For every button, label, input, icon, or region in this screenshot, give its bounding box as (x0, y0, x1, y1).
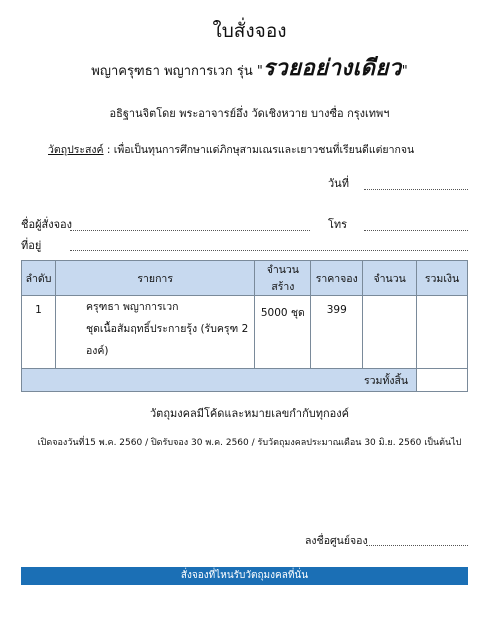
col-header-qty: จำนวน (363, 261, 417, 296)
purpose-text: : เพื่อเป็นทุนการศึกษาแด่ภิกษุสามเณรและเยาวชนที่เรียนดีแต่ยากจน (103, 144, 415, 156)
phone-label: โทร (328, 218, 348, 231)
row-item (55, 296, 254, 369)
col-header-total: รวมเงิน (417, 261, 468, 296)
footer-banner: สั่งจองที่ไหนรับวัตถุมงคลที่นั่น (21, 567, 468, 585)
note-dates: เปิดจองวันที่15 พ.ค. 2560 / ปิดรับจอง 30 พ.ค. 2560 / รับวัตถุมงคลประมาณเดือน 30 มิ.ย. 2560 เป็นต้นไป (37, 438, 462, 448)
order-table (21, 260, 468, 392)
col-header-price: ราคาจอง (311, 261, 363, 296)
row-total-input[interactable] (417, 296, 468, 369)
date-field[interactable] (364, 189, 468, 190)
purpose-label: วัตถุประสงค์ (48, 144, 104, 156)
table-header-row (22, 261, 468, 296)
document-title: ใบสั่งจอง (212, 20, 287, 42)
item-desc: ชุดเนื้อสัมฤทธิ์ประกายรุ้ง (รับครุฑ 2 องค์) (85, 323, 249, 357)
phone-field[interactable] (364, 230, 468, 231)
col-header-created: จำนวนสร้าง (255, 261, 311, 296)
date-label: วันที่ (328, 177, 349, 190)
item-name: ครุฑธา พญาการเวก (85, 301, 179, 313)
row-created: 5000 ชุด (255, 296, 311, 369)
col-header-item: รายการ (55, 261, 254, 296)
address-field[interactable] (70, 250, 468, 251)
row-no: 1 (22, 296, 56, 369)
col-header-no: ลำดับ (22, 261, 56, 296)
subtitle-prefix: พญาครุฑธา พญาการเวก รุ่น " (91, 64, 263, 79)
signature-field[interactable] (366, 545, 468, 546)
note-code-number: วัตถุมงคลมีโค้ดและหมายเลขกำกับทุกองค์ (150, 407, 349, 420)
purpose-line (48, 141, 414, 158)
subtitle-suffix: " (401, 64, 408, 79)
total-label: รวมทั้งสิ้น (22, 369, 417, 392)
grand-total-input[interactable] (417, 369, 468, 392)
address-label: ที่อยู่ (21, 239, 42, 252)
brand-name: รวยอย่างเดียว (262, 56, 402, 81)
table-total-row (22, 369, 468, 392)
signature-label: ลงชื่อศูนย์จอง (305, 535, 368, 547)
document-subtitle (0, 50, 499, 85)
orderer-label: ชื่อผู้สั่งจอง (21, 218, 73, 231)
table-row (22, 296, 468, 369)
orderer-field[interactable] (70, 230, 310, 231)
presided-by: อธิฐานจิตโดย พระอาจารย์อึ่ง วัดเชิงหวาย บางซื่อ กรุงเทพฯ (109, 107, 390, 120)
row-qty-input[interactable] (363, 296, 417, 369)
row-price: 399 (311, 296, 363, 369)
